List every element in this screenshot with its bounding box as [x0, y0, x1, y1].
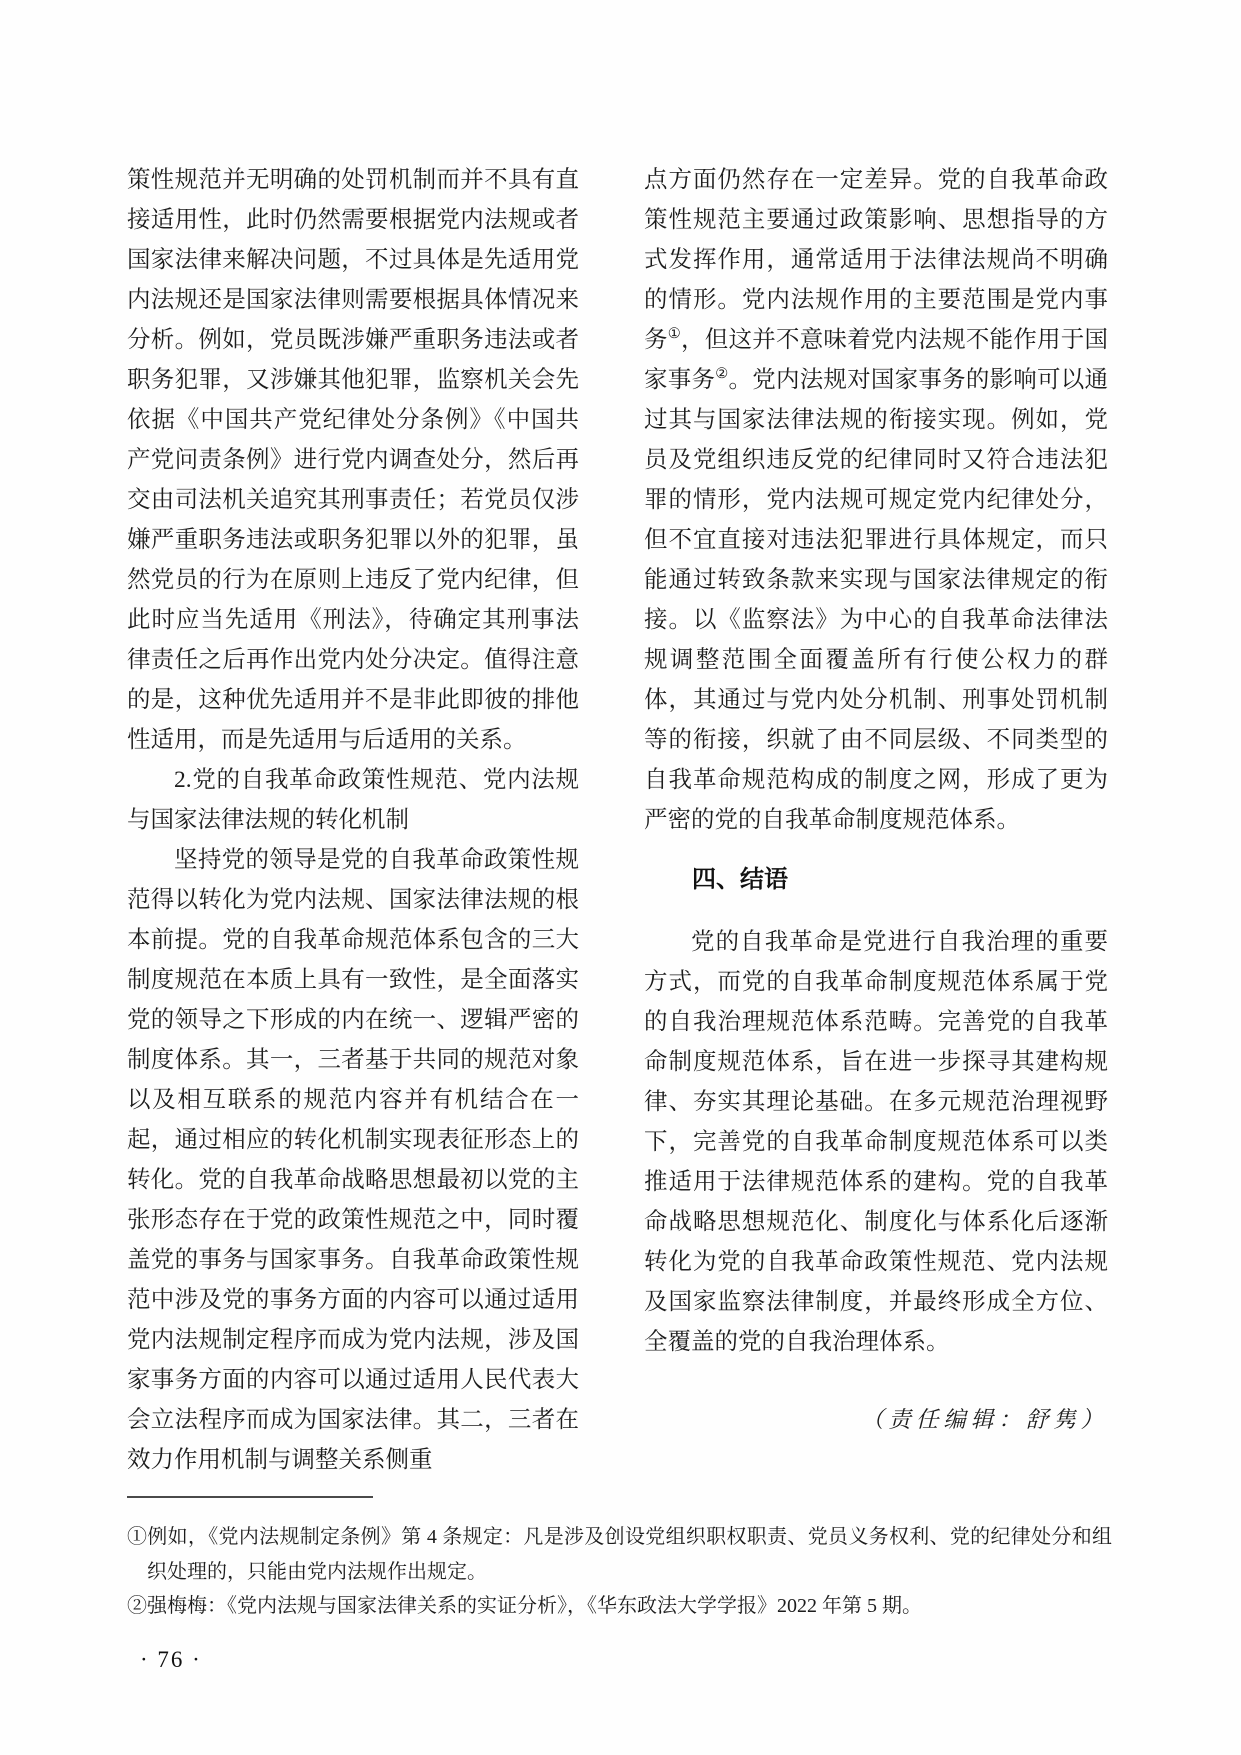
footnotes-section: [127, 1496, 1112, 1624]
section-heading-conclusion: 四、结语: [692, 866, 788, 893]
footnote-item: ①例如，《党内法规制定条例》第 4 条规定：凡是涉及创设党组织职权职责、党员义务权利、党的纪律处分和组织处理的，只能由党内法规作出规定。: [127, 1526, 1112, 1583]
page-number: · 76 ·: [140, 1647, 202, 1672]
body-paragraph-continuation: 点方面仍然存在一定差异。党的自我革命政策性规范主要通过政策影响、思想指导的方式发挥作用，通常适用于法律法规尚不明确的情形。党内法规作用的主要范围是党内事务①，但这并不意味着党内法规不能作用于国家事务②。党内法规对国家事务的影响可以通过其与国家法律法规的衔接实现。例如，党员及党组织违反党的纪律同时又符合违法犯罪的情形，党内法规可规定党内纪律处分，但不宜直接对违法犯罪进行具体规定，而只能通过转致条款来实现与国家法律规定的衔接。以《监察法》为中心的自我革命法律法规调整范围全面覆盖所有行使公权力的群体，其通过与党内处分机制、刑事处罚机制等的衔接，织就了由不同层级、不同类型的自我革命规范构成的制度之网，形成了更为严密的党的自我革命制度规范体系。: [644, 167, 1109, 833]
footnote-divider: [127, 1496, 373, 1498]
editor-credit: （责任编辑：舒隽）: [860, 1407, 1108, 1432]
body-paragraph: 坚持党的领导是党的自我革命政策性规范得以转化为党内法规、国家法律法规的根本前提。党的自我革命规范体系包含的三大制度规范在本质上具有一致性，是全面落实党的领导之下形成的内在统一、逻辑严密的制度体系。其一，三者基于共同的规范对象以及相互联系的规范内容并有机结合在一起，通过相应的转化机制实现表征形态上的转化。党的自我革命战略思想最初以党的主张形态存在于党的政策性规范之中，同时覆盖党的事务与国家事务。自我革命政策性规范中涉及党的事务方面的内容可以通过适用党内法规制定程序而成为党内法规，涉及国家事务方面的内容可以通过适用人民代表大会立法程序而成为国家法律。其二，三者在效力作用机制与调整关系侧重: [127, 847, 579, 1473]
left-column: [127, 160, 579, 1480]
right-column: [644, 160, 1108, 1440]
footnote-item: ②强梅梅：《党内法规与国家法律关系的实证分析》，《华东政法大学学报》2022 年第 5 期。: [127, 1595, 922, 1617]
numbered-subheading: 2.党的自我革命政策性规范、党内法规与国家法律法规的转化机制: [127, 767, 579, 833]
body-paragraph-continuation: 策性规范并无明确的处罚机制而并不具有直接适用性，此时仍然需要根据党内法规或者国家法律来解决问题，不过具体是先适用党内法规还是国家法律则需要根据具体情况来分析。例如，党员既涉嫌严重职务违法或者职务犯罪，又涉嫌其他犯罪，监察机关会先依据《中国共产党纪律处分条例》《中国共产党问责条例》进行党内调查处分，然后再交由司法机关追究其刑事责任；若党员仅涉嫌严重职务违法或职务犯罪以外的犯罪，虽然党员的行为在原则上违反了党内纪律，但此时应当先适用《刑法》，待确定其刑事法律责任之后再作出党内处分决定。值得注意的是，这种优先适用并不是非此即彼的排他性适用，而是先适用与后适用的关系。: [127, 167, 579, 753]
body-paragraph: 党的自我革命是党进行自我治理的重要方式，而党的自我革命制度规范体系属于党的自我治理规范体系范畴。完善党的自我革命制度规范体系，旨在进一步探寻其建构规律、夯实其理论基础。在多元规范治理视野下，完善党的自我革命制度规范体系可以类推适用于法律规范体系的建构。党的自我革命战略思想规范化、制度化与体系化后逐渐转化为党的自我革命政策性规范、党内法规及国家监察法律制度，并最终形成全方位、全覆盖的党的自我治理体系。: [644, 929, 1108, 1355]
